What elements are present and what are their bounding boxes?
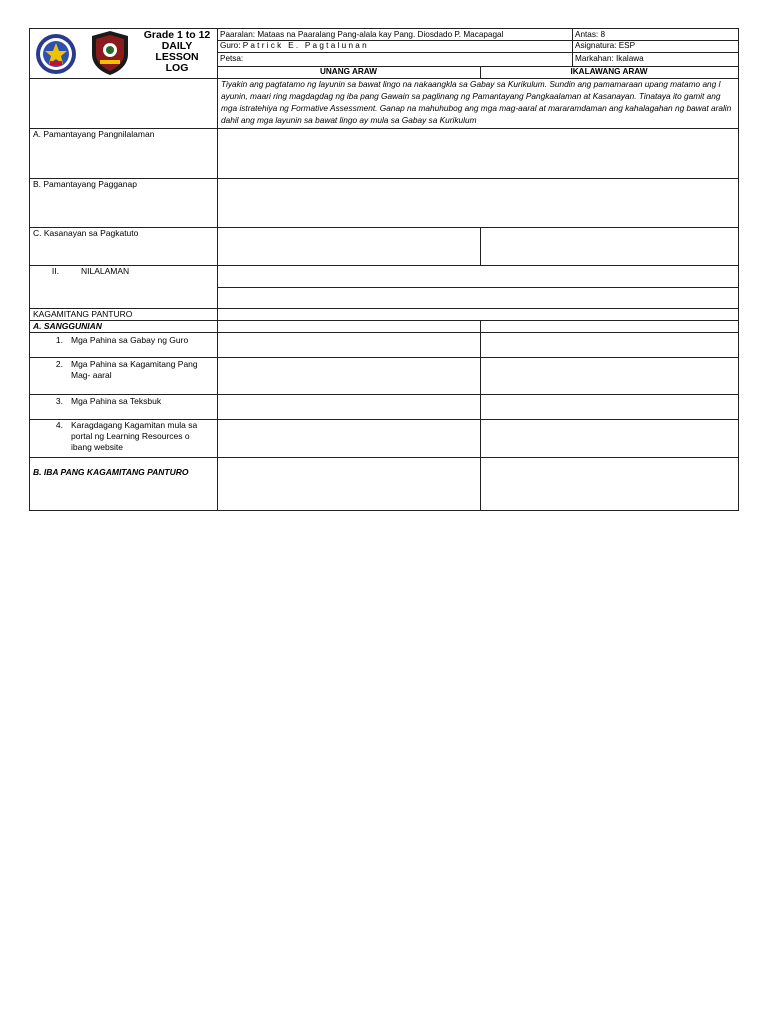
quarter-cell: Markahan: Ikalawa [572, 52, 739, 67]
teacher-cell: Guro: P a t r i c k E . P a g t a l u n a n [217, 40, 573, 53]
instructions-left-cell [29, 78, 218, 129]
ref-item-1-num: 1. [55, 335, 63, 345]
title-line-1: Grade 1 to 12 [143, 29, 211, 41]
ref-item-3-num: 3. [55, 396, 63, 406]
header-title [138, 30, 216, 74]
school-crest-logo [88, 30, 132, 76]
content-num: II. [51, 266, 59, 276]
subject-cell: Asignatura: ESP [572, 40, 739, 53]
other-materials-day1 [217, 457, 481, 511]
grade-cell: Antas: 8 [572, 28, 739, 41]
competencies-label: C. Kasanayan sa Pagkatuto [29, 227, 218, 266]
title-line-4: LOG [165, 62, 189, 74]
ref-item-3-day1 [217, 394, 481, 420]
ref-item-2-text: Mga Pahina sa Kagamitang Pang Mag- aaral [71, 359, 198, 380]
ref-item-1-day2 [480, 332, 739, 358]
content-standard-label: A. Pamantayang Pangnilalaman [29, 128, 218, 179]
ref-item-1-day1 [217, 332, 481, 358]
ref-item-4-label [29, 419, 218, 458]
competencies-day2 [480, 227, 739, 266]
ref-item-4-day2 [480, 419, 739, 458]
ref-item-1-label [29, 332, 218, 358]
ref-item-4-text: Karagdagang Kagamitan mula sa portal ng Learning Resources o ibang website [71, 420, 198, 452]
ref-item-1-text: Mga Pahina sa Gabay ng Guro [71, 335, 189, 345]
ref-item-4-num: 4. [55, 420, 63, 430]
date-cell: Petsa: [217, 52, 573, 67]
performance-standard-label: B. Pamantayang Pagganap [29, 178, 218, 228]
instructions-text: Tiyakin ang pagtatamo ng layunin sa bawat lingo na nakaangkla sa Gabay sa Kurikulum. Sundin ang pamamaraan upang matamo ang l ayunin, maari ring magdagdag ng iba pang Gawain sa paglinang ng Pamantayang Pangkaalaman at Kasanayan. Tinataya ito gamit ang mga istratehiya ng Formative Assessment. Ganap na mahuhubog ang mga mag-aaral at mararamdaman ang kahalagahan ng bawat aralin dahil ang mga layunin sa bawat lingo ay mula sa Gabay sa Kurikulum [217, 78, 739, 129]
content-value-top [217, 265, 739, 288]
ref-item-3-label [29, 394, 218, 420]
content-label: NILALAMAN [81, 266, 130, 276]
ref-item-3-day2 [480, 394, 739, 420]
content-standard-value [217, 128, 739, 179]
content-label-cell [29, 265, 218, 309]
competencies-day1 [217, 227, 481, 266]
ref-item-2-num: 2. [55, 359, 63, 369]
ref-item-2-day2 [480, 357, 739, 395]
performance-standard-value [217, 178, 739, 228]
header-logo-cell [29, 28, 218, 79]
title-line-2: DAILY [161, 40, 193, 52]
ref-item-4-day1 [217, 419, 481, 458]
other-materials-label: B. IBA PANG KAGAMITANG PANTURO [29, 457, 218, 511]
other-materials-day2 [480, 457, 739, 511]
ref-item-2-day1 [217, 357, 481, 395]
school-cell: Paaralan: Mataas na Paaralang Pang-alala kay Pang. Diosdado P. Macapagal [217, 28, 573, 41]
day1-header: UNANG ARAW [217, 66, 481, 79]
title-line-3: LESSON [155, 51, 199, 63]
content-value-bottom [217, 287, 739, 309]
references-label: A. SANGGUNIAN [29, 320, 218, 333]
lesson-log-table [29, 28, 739, 511]
materials-label: KAGAMITANG PANTURO [29, 308, 218, 321]
ref-item-2-label [29, 357, 218, 395]
day2-header: IKALAWANG ARAW [480, 66, 739, 79]
deped-seal-logo [35, 33, 77, 75]
ref-item-3-text: Mga Pahina sa Teksbuk [71, 396, 162, 406]
